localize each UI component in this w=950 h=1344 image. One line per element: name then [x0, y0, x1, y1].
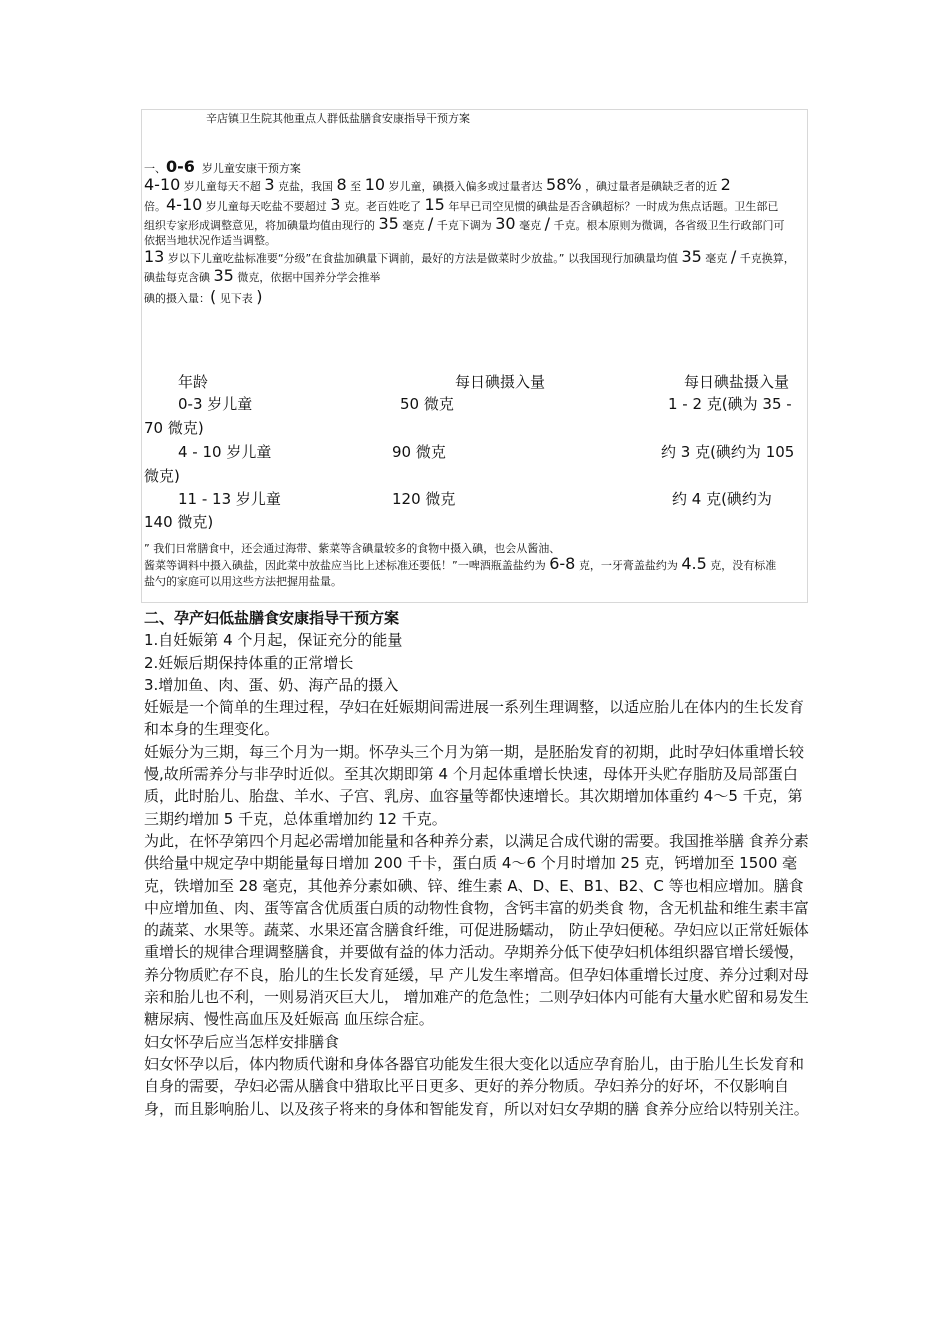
emphasis-number: 35: [213, 266, 234, 285]
text-run: 千克下调为: [433, 219, 496, 232]
emphasis-number: 4-10: [144, 175, 181, 194]
text-run: 千克。根本原则为微调，各省级卫生行政部门可: [550, 219, 785, 232]
text-run: 克。老百姓吃了: [340, 200, 425, 213]
emphasis-number: 3: [330, 195, 341, 214]
emphasis-number: (: [210, 287, 217, 306]
table-cell-age: 4 - 10 岁儿童: [178, 443, 272, 461]
text-run: 岁儿童每天不超: [180, 180, 265, 193]
table-cell-salt: 约 3 克(碘约为 105: [661, 443, 795, 461]
paragraph: 妇女怀孕以后，体内物质代谢和身体各器官功能发生很大变化以适应孕育胎儿，由于胎儿生长发育和自身的需要，孕妇必需从膳食中猎取比平日更多、更好的养分物质。孕妇养分的好坏，不仅影响自身，而且影响胎儿、以及孩子将来的身体和智能发育，所以对妇女孕期的膳 食养分应给以特别关注。: [144, 1054, 809, 1118]
emphasis-number: 35: [681, 247, 702, 266]
list-item: 1.自妊娠第 4 个月起，保证充分的能量: [144, 631, 403, 650]
emphasis-number: 35: [378, 214, 399, 233]
subheading: 妇女怀孕后应当怎样安排膳食: [144, 1032, 340, 1051]
heading-prefix: 一、: [144, 162, 166, 175]
table-cell-iodine: 90 微克: [392, 443, 446, 461]
emphasis-number: 3: [264, 175, 275, 194]
emphasis-number: 10: [364, 175, 386, 194]
section2: [144, 607, 814, 1120]
footnote-text: 克，没有标准: [706, 559, 777, 572]
emphasis-number: 4-10: [166, 195, 203, 214]
text-run: 碘盐每克含碘: [144, 271, 214, 284]
table-cell-salt-cont: 微克): [144, 467, 180, 485]
emphasis-number: 30: [495, 214, 516, 233]
text-run: 碘的摄入量：: [144, 292, 210, 305]
table-cell-salt-cont: 70 微克): [144, 419, 204, 437]
text-run: 倍。: [144, 200, 166, 213]
footnote-line-1: ” 我们日常膳食中，还会通过海带、紫菜等含碘量较多的食物中摄入碘，也会从酱油、: [144, 542, 561, 555]
text-run: 千克换算，: [736, 252, 795, 265]
section2-heading: 二、孕产妇低盐膳食安康指导干预方案: [144, 609, 400, 627]
document-title: 辛店镇卫生院其他重点人群低盐膳食安康指导干预方案: [206, 112, 470, 125]
table-cell-age: 0-3 岁儿童: [178, 395, 253, 413]
table-cell-salt-cont: 140 微克): [144, 513, 214, 531]
paragraph: 妊娠是一个简单的生理过程，孕妇在妊娠期间需进展一系列生理调整，以适应胎儿在体内的生长发育和本身的生理变化。: [144, 698, 805, 739]
section1-line: [144, 195, 778, 214]
table-header-age: 年龄: [178, 373, 209, 391]
text-run: 年早已司空见惯的碘盐是否含碘超标？一时成为焦点话题。卫生部已: [444, 200, 779, 213]
text-run: 岁以下儿童吃盐标准要“分级”在食盐加碘量下调前，最好的方法是做菜时少放盐。” 以我国现行加碘量均值: [164, 252, 682, 265]
paragraph: 为此，在怀孕第四个月起必需增加能量和各种养分素，以满足合成代谢的需要。我国推举膳 食养分素供给量中规定孕中期能量每日增加 200 千卡，蛋白质 4～6 个月时增加 25 克，钙增加至 1500 毫克，铁增加至 28 毫克，其他养分素如碘、锌、维生素 A、D、E、B1、B2、C 等也相应增加。膳食中应增加鱼、肉、蛋等富含优质蛋白质的动物性食物，含钙丰富的奶类食 物，含无机盐和维生素丰富的蔬菜、水果等。蔬菜、水果还富含膳食纤维，可促进肠蠕动， 防止孕妇便秘。孕妇应以正常妊娠体重增长的规律合理调整膳食，并要做有益的体力活动。孕期养分低下使孕妇机体组织器官增长缓慢，养分物质贮存不良，胎儿的生长发育延缓，早 产儿发生率增高。但孕妇体重增长过度、养分过剩对母亲和胎儿也不利，一则易消灭巨大儿， 增加难产的危急性；二则孕妇体内可能有大量水贮留和易发生糖尿病、慢性高血压及妊娠高 血压综合症。: [144, 831, 809, 1029]
table-header-iodine: 每日碘摄入量: [455, 373, 546, 391]
emphasis-number: 58%: [546, 175, 582, 194]
list-item: 2.妊娠后期保持体重的正常增长: [144, 653, 354, 672]
footnote-text: 克，一牙膏盖盐约为: [575, 559, 682, 572]
text-run: 毫克: [515, 219, 545, 232]
table-cell-iodine: 120 微克: [392, 490, 456, 508]
text-run: ，碘过量者是碘缺乏者的近: [581, 180, 721, 193]
emphasis-number: ): [256, 287, 263, 306]
text-run: 岁儿童每天吃盐不要超过: [202, 200, 331, 213]
emphasis-number: 2: [720, 175, 731, 194]
table-cell-iodine: 50 微克: [400, 395, 454, 413]
emphasis-number: /: [427, 214, 434, 233]
table-cell-salt: 约 4 克(碘约为: [672, 490, 772, 508]
text-run: 组织专家形成调整意见，将加碘量均值由现行的: [144, 219, 379, 232]
paragraph: 妊娠分为三期，每三个月为一期。怀孕头三个月为第一期，是胚胎发育的初期，此时孕妇体重增长较慢,故所需养分与非孕时近似。至其次期即第 4 个月起体重增长快速，母体开头贮存脂肪及局部蛋白质，此时胎儿、胎盘、羊水、子宫、乳房、血容量等都快速增长。其次期增加体重约 4～5 千克，第三期约增加 5 千克，总体重增加约 12 千克。: [144, 742, 805, 828]
footnote-line-3: 盐勺的家庭可以用这些方法把握用盐量。: [144, 575, 342, 588]
section1-line: [144, 287, 263, 306]
text-run: 见下表: [216, 292, 257, 305]
emphasis-number: 13: [144, 247, 165, 266]
footnote-text: 酱菜等调料中摄入碘盐，因此菜中放盐应当比上述标准还要低！”一啤酒瓶盖盐约为: [144, 559, 550, 572]
list-item: 3.增加鱼、肉、蛋、奶、海产品的摄入: [144, 675, 399, 694]
table-cell-age: 11 - 13 岁儿童: [178, 490, 281, 508]
text-run: 毫克: [701, 252, 731, 265]
text-run: 岁儿童，碘摄入偏多或过量者达: [385, 180, 547, 193]
table-header-salt: 每日碘盐摄入量: [684, 373, 790, 391]
text-run: 克盐，我国: [274, 180, 337, 193]
section1-line: [144, 266, 380, 285]
section1-line: [144, 214, 785, 233]
footnote-number: 6-8: [549, 554, 576, 573]
section1-line: [144, 175, 731, 194]
footnote-number: 4.5: [681, 554, 707, 573]
text-run: 至: [346, 180, 365, 193]
section1-line: [144, 232, 276, 248]
emphasis-number: /: [544, 214, 550, 233]
text-run: 微克，依据中国养分学会推举: [233, 271, 381, 284]
heading-age: 0-6: [166, 157, 195, 176]
emphasis-number: 15: [424, 195, 445, 214]
emphasis-number: 8: [336, 175, 347, 194]
text-run: 毫克: [398, 219, 428, 232]
table-cell-salt: 1 - 2 克(碘为 35 -: [668, 395, 792, 413]
heading-text: 岁儿童安康干预方案: [201, 162, 301, 175]
section1-line: [144, 247, 795, 266]
emphasis-number: /: [730, 247, 737, 266]
footnote-line-2: [144, 554, 776, 573]
text-run: 依据当地状况作适当调整。: [144, 234, 276, 247]
section1-heading: [144, 157, 301, 176]
